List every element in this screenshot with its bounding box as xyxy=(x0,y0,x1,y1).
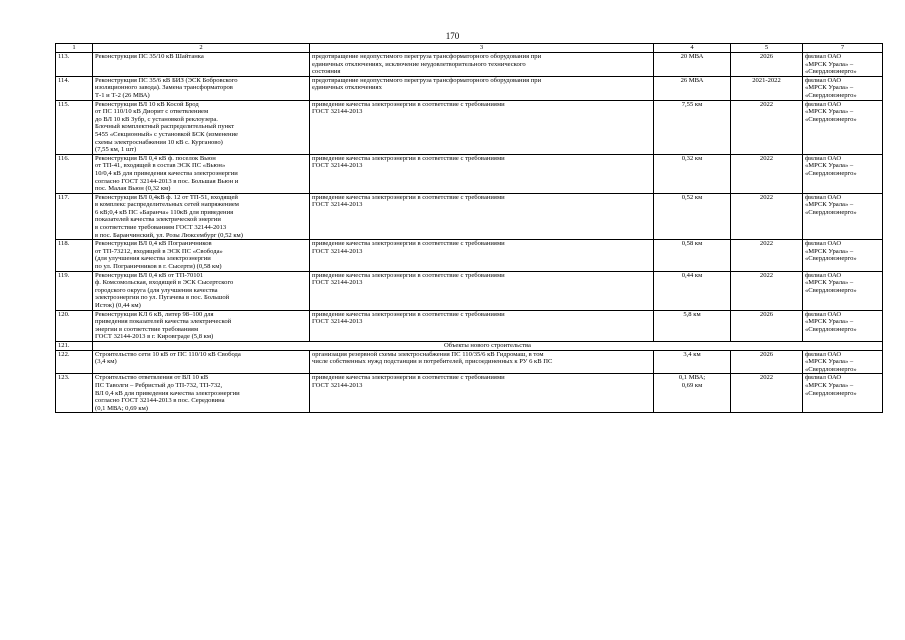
cell-line: (3,4 км) xyxy=(95,358,117,366)
responsible-organization xyxy=(803,240,883,271)
cell-line: 7,55 км xyxy=(681,100,703,108)
cell-line: приведение качества электроэнергии в соответствие с требованиями xyxy=(312,374,505,382)
cell-line: «Свердловэнерго» xyxy=(805,325,857,333)
project-year: 2026 xyxy=(731,310,803,341)
project-name xyxy=(93,154,310,193)
cell-line: ГОСТ 32144-2013 xyxy=(312,201,363,209)
responsible-organization xyxy=(803,310,883,341)
column-number: 2 xyxy=(93,44,310,53)
cell-line: 0,52 км xyxy=(681,193,703,201)
cell-line: Реконструкция ВЛ 0,4 кВ Пограничников xyxy=(95,240,212,248)
project-capacity xyxy=(654,271,731,310)
row-number: 121. xyxy=(56,341,93,350)
project-name xyxy=(93,374,310,413)
cell-line: ГОСТ 32144-2013 xyxy=(312,108,363,116)
cell-line: ГОСТ 32144-2013 xyxy=(312,279,363,287)
cell-line: состояния xyxy=(312,68,341,76)
project-capacity xyxy=(654,76,731,100)
cell-line: от ТП-41, входящей в состав ЭСК ПС «Вьюн» xyxy=(95,162,226,170)
cell-line: в комплекс распределительных сетей напряжением xyxy=(95,201,239,209)
project-name xyxy=(93,310,310,341)
column-number: 1 xyxy=(56,44,93,53)
cell-line: Реконструкция КЛ 6 кВ, литер 98–100 для xyxy=(95,310,214,318)
project-purpose xyxy=(310,154,654,193)
cell-line: Т-1 и Т-2 (26 МВА) xyxy=(95,91,150,99)
project-purpose xyxy=(310,374,654,413)
project-purpose xyxy=(310,240,654,271)
project-purpose xyxy=(310,193,654,240)
cell-line: «МРСК Урала» – xyxy=(805,318,854,326)
cell-line: филиал ОАО xyxy=(805,53,842,60)
cell-line: «МРСК Урала» – xyxy=(805,247,854,255)
cell-line: (0,1 МВА; 0,69 км) xyxy=(95,404,148,412)
cell-line: Реконструкция ВЛ 0,4 кВ ф. поселок Вьюн xyxy=(95,154,216,162)
cell-line: «МРСК Урала» – xyxy=(805,279,854,287)
table-row xyxy=(56,271,883,310)
cell-line: электроэнергии по ул. Пугачева в пос. Большой xyxy=(95,294,230,302)
cell-line: единичных отключениях xyxy=(312,84,382,92)
cell-line: 0,69 км xyxy=(681,381,703,389)
column-number: 4 xyxy=(654,44,731,53)
cell-line: «Свердловэнерго» xyxy=(805,91,857,99)
responsible-organization xyxy=(803,193,883,240)
cell-line: «МРСК Урала» – xyxy=(805,162,854,170)
cell-line: приведение качества электроэнергии в соответствие с требованиями xyxy=(312,310,505,318)
cell-line: ф. Комсомольская, входящей в ЭСК Сысертского xyxy=(95,279,234,287)
cell-line: «МРСК Урала» – xyxy=(805,60,854,68)
cell-line: «Свердловэнерго» xyxy=(805,365,857,373)
row-number: 117. xyxy=(56,193,93,240)
cell-line: Реконструкция ПС 35/10 кВ Шайтанка xyxy=(95,53,204,60)
cell-line: Реконструкция ВЛ 0,4 кВ от ТП-70101 xyxy=(95,271,204,279)
cell-line: «Свердловэнерго» xyxy=(805,68,857,76)
cell-line: 0,32 км xyxy=(681,154,703,162)
column-number: 7 xyxy=(803,44,883,53)
responsible-organization xyxy=(803,350,883,374)
cell-line: «МРСК Урала» – xyxy=(805,381,854,389)
cell-line: филиал ОАО xyxy=(805,350,842,358)
page-number: 170 xyxy=(445,31,460,41)
project-year: 2022 xyxy=(731,240,803,271)
cell-line: (7,55 км, 1 шт) xyxy=(95,146,137,154)
cell-line: приведение качества электроэнергии в соответствие с требованиями xyxy=(312,154,505,162)
project-year: 2026 xyxy=(731,53,803,77)
project-year: 2022 xyxy=(731,154,803,193)
cell-line: 10/0,4 кВ для приведения качества электроэнергии xyxy=(95,169,238,177)
cell-line: Реконструкция ПС 35/6 кВ БИЗ (ЭСК Бобровского xyxy=(95,76,238,84)
cell-line: «Свердловэнерго» xyxy=(805,115,857,123)
cell-line: предотвращение недопустимого перегруза трансформаторного оборудования при xyxy=(312,76,542,84)
cell-line: ВЛ 0,4 кВ для приведения качества электроэнергии xyxy=(95,389,240,397)
cell-line: в пос. Баранчинский, ул. Розы Люксембург (0,52 км) xyxy=(95,231,243,239)
project-purpose xyxy=(310,53,654,77)
responsible-organization xyxy=(803,76,883,100)
column-number: 5 xyxy=(731,44,803,53)
table-row xyxy=(56,350,883,374)
table-row xyxy=(56,193,883,240)
project-purpose xyxy=(310,100,654,154)
project-capacity xyxy=(654,240,731,271)
responsible-organization xyxy=(803,53,883,77)
cell-line: Реконструкция ВЛ 10 кВ Косой Брод xyxy=(95,100,199,108)
column-number: 3 xyxy=(310,44,654,53)
responsible-organization xyxy=(803,374,883,413)
project-purpose xyxy=(310,350,654,374)
responsible-organization xyxy=(803,271,883,310)
project-capacity xyxy=(654,154,731,193)
project-name xyxy=(93,193,310,240)
project-name xyxy=(93,53,310,77)
cell-line: «МРСК Урала» – xyxy=(805,108,854,116)
cell-line: изоляционного завода). Замена трансформаторов xyxy=(95,84,233,92)
table-row xyxy=(56,76,883,100)
cell-line: городского округа (для улучшения качества xyxy=(95,286,218,294)
row-number: 119. xyxy=(56,271,93,310)
cell-line: ГОСТ 32144-2013 xyxy=(312,318,363,326)
cell-line: филиал ОАО xyxy=(805,193,842,201)
project-year: 2022 xyxy=(731,193,803,240)
cell-line: филиал ОАО xyxy=(805,374,842,382)
cell-line: предотвращение недопустимого перегруза трансформаторного оборудования при xyxy=(312,53,542,60)
project-year: 2022 xyxy=(731,271,803,310)
row-number: 114. xyxy=(56,76,93,100)
cell-line: ГОСТ 32144-2013 в г. Кировграде (5,8 км) xyxy=(95,333,214,341)
cell-line: согласно ГОСТ 32144-2013 в пос. Середовина xyxy=(95,397,225,405)
cell-line: приведение качества электроэнергии в соответствие с требованиями xyxy=(312,240,505,248)
cell-line: показателей качества электрической энергии xyxy=(95,216,221,224)
row-number: 115. xyxy=(56,100,93,154)
cell-line: 20 МВА xyxy=(680,53,704,60)
cell-line: от ПС 110/10 кВ Диорит с ответвлением xyxy=(95,108,209,116)
cell-line: Исток) (0,44 км) xyxy=(95,302,141,309)
project-capacity xyxy=(654,53,731,77)
cell-line: «Свердловэнерго» xyxy=(805,389,857,397)
row-number: 116. xyxy=(56,154,93,193)
cell-line: приведение качества электроэнергии в соответствие с требованиями xyxy=(312,100,505,108)
cell-line: от ТП-73212, входящей в ЭСК ПС «Свобода» xyxy=(95,247,223,255)
row-number: 123. xyxy=(56,374,93,413)
responsible-organization xyxy=(803,154,883,193)
cell-line: «МРСК Урала» – xyxy=(805,201,854,209)
table-row xyxy=(56,374,883,413)
project-capacity xyxy=(654,350,731,374)
project-purpose xyxy=(310,271,654,310)
cell-line: Блочный комплектный распределительный пункт xyxy=(95,123,235,131)
project-year: 2022 xyxy=(731,374,803,413)
project-name xyxy=(93,271,310,310)
cell-line: 5455 «Секционный» с установкой БСК (изменение xyxy=(95,130,238,138)
cell-line: «МРСК Урала» – xyxy=(805,84,854,92)
cell-line: «Свердловэнерго» xyxy=(805,208,857,216)
column-number-row xyxy=(56,44,883,53)
cell-line: 0,44 км xyxy=(681,271,703,279)
cell-line: филиал ОАО xyxy=(805,271,842,279)
cell-line: согласно ГОСТ 32144-2013 в пос. Большая Вьюн и xyxy=(95,177,239,185)
project-capacity xyxy=(654,374,731,413)
project-capacity xyxy=(654,310,731,341)
cell-line: ГОСТ 32144-2013 xyxy=(312,247,363,255)
cell-line: «Свердловэнерго» xyxy=(805,255,857,263)
cell-line: (для улучшения качества электроэнергии xyxy=(95,255,211,263)
cell-line: схемы электроснабжения 10 кВ с. Курганово) xyxy=(95,138,223,146)
cell-line: филиал ОАО xyxy=(805,76,842,84)
cell-line: ПС Таволги – Ребристый до ТП-732, ТП-732, xyxy=(95,381,223,389)
cell-line: 26 МВА xyxy=(680,76,704,84)
cell-line: 6 кВ;0,4 кВ ПС «Баранча» 110кВ для приведения xyxy=(95,208,234,216)
project-capacity xyxy=(654,193,731,240)
project-name xyxy=(93,100,310,154)
cell-line: организация резервной схемы электроснабжения ПС 110/35/6 кВ Гидромаш, в том xyxy=(312,350,544,358)
cell-line: приведение качества электроэнергии в соответствие с требованиями xyxy=(312,193,505,201)
cell-line: «Свердловэнерго» xyxy=(805,169,857,177)
project-name xyxy=(93,240,310,271)
cell-line: 0,1 МВА; xyxy=(678,374,706,382)
cell-line: 5,8 км xyxy=(683,310,701,318)
project-year: 2022 xyxy=(731,100,803,154)
cell-line: приведение качества электроэнергии в соответствие с требованиями xyxy=(312,271,505,279)
cell-line: ГОСТ 32144-2013 xyxy=(312,162,363,170)
project-year: 2021-2022 xyxy=(731,76,803,100)
cell-line: приведения показателей качества электрической xyxy=(95,318,232,326)
cell-line: филиал ОАО xyxy=(805,154,842,162)
cell-line: филиал ОАО xyxy=(805,240,842,248)
project-name xyxy=(93,350,310,374)
section-row xyxy=(56,341,883,350)
cell-line: «МРСК Урала» – xyxy=(805,358,854,366)
row-number: 122. xyxy=(56,350,93,374)
cell-line: в соответствие требованиям ГОСТ 32144-2013 xyxy=(95,224,227,232)
project-year: 2026 xyxy=(731,350,803,374)
cell-line: Реконструкция ВЛ 0,4кВ ф. 12 от ТП-51, входящей xyxy=(95,193,238,201)
cell-line: энергии в соответствие требованиям xyxy=(95,325,199,333)
row-number: 113. xyxy=(56,53,93,77)
responsible-organization xyxy=(803,100,883,154)
cell-line: 3,4 км xyxy=(683,350,701,358)
table-row xyxy=(56,154,883,193)
table-row xyxy=(56,100,883,154)
table-row xyxy=(56,53,883,77)
cell-line: «Свердловэнерго» xyxy=(805,286,857,294)
section-title: Объекты нового строительства xyxy=(93,341,883,350)
table-row xyxy=(56,240,883,271)
cell-line: ГОСТ 32144-2013 xyxy=(312,381,363,389)
project-capacity xyxy=(654,100,731,154)
cell-line: Строительство сети 10 кВ от ПС 110/10 кВ Свобода xyxy=(95,350,241,358)
cell-line: филиал ОАО xyxy=(805,100,842,108)
project-purpose xyxy=(310,76,654,100)
project-purpose xyxy=(310,310,654,341)
cell-line: филиал ОАО xyxy=(805,310,842,318)
investment-program-table xyxy=(55,43,883,413)
cell-line: по ул. Пограничников в г. Сысерти) (0,58 км) xyxy=(95,263,222,271)
cell-line: единичных отключениях, исключение неудовлетворительного технического xyxy=(312,60,526,68)
cell-line: числе собственных нужд подстанции и потребителей, присоединенных к РУ 6 кВ ПС xyxy=(312,358,553,366)
table-row xyxy=(56,310,883,341)
cell-line: пос. Малая Вьюн (0,32 км) xyxy=(95,185,171,193)
cell-line: 0,58 км xyxy=(681,240,703,248)
row-number: 120. xyxy=(56,310,93,341)
row-number: 118. xyxy=(56,240,93,271)
cell-line: до ВЛ 10 кВ Зубр, с установкой реклоузера. xyxy=(95,115,218,123)
cell-line: Строительство ответвления от ВЛ 10 кВ xyxy=(95,374,209,382)
project-name xyxy=(93,76,310,100)
